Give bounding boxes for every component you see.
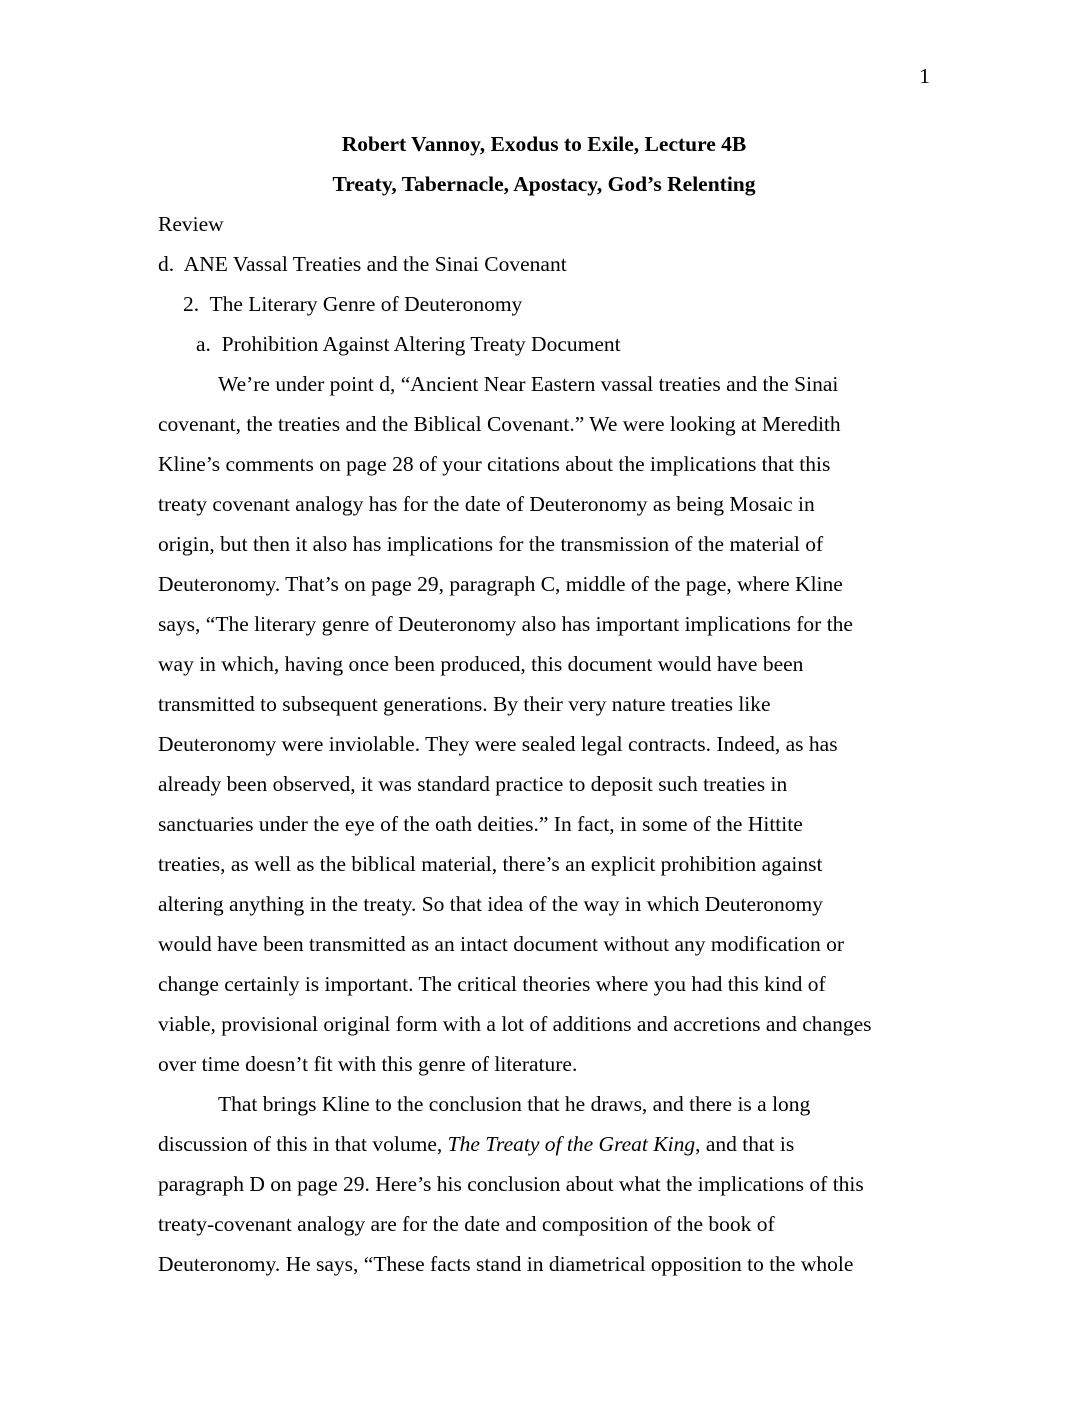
- body-line: transmitted to subsequent generations. By their very nature treaties like: [158, 692, 771, 716]
- outline-line: 2. The Literary Genre of Deuteronomy: [183, 292, 523, 316]
- outline-line: Review: [158, 212, 224, 236]
- body-line: sanctuaries under the eye of the oath deities.” In fact, in some of the Hittite: [158, 812, 803, 836]
- body-line: covenant, the treaties and the Biblical Covenant.” We were looking at Meredith: [158, 412, 841, 436]
- body-line: treaty covenant analogy has for the date of Deuteronomy as being Mosaic in: [158, 492, 815, 516]
- body-line: change certainly is important. The critical theories where you had this kind of: [158, 972, 826, 996]
- title-block: [158, 124, 930, 204]
- body-line: already been observed, it was standard practice to deposit such treaties in: [158, 772, 788, 796]
- doc-title-line-2: Treaty, Tabernacle, Apostacy, God’s Relenting: [332, 172, 756, 196]
- body-line: origin, but then it also has implications for the transmission of the material of: [158, 532, 824, 556]
- body-text: [158, 364, 930, 1284]
- body-line: Deuteronomy. That’s on page 29, paragraph C, middle of the page, where Kline: [158, 572, 843, 596]
- outline-section: [158, 204, 930, 364]
- body-line: Deuteronomy were inviolable. They were sealed legal contracts. Indeed, as has: [158, 732, 838, 756]
- body-text-segment: discussion of this in that volume,: [158, 1132, 448, 1156]
- body-line: That brings Kline to the conclusion that he draws, and there is a long: [218, 1092, 811, 1116]
- body-line: altering anything in the treaty. So that idea of the way in which Deuteronomy: [158, 892, 823, 916]
- page-content: [158, 124, 930, 1284]
- doc-title-line-1: Robert Vannoy, Exodus to Exile, Lecture 4B: [341, 132, 747, 156]
- body-line: [158, 1124, 930, 1164]
- body-line: would have been transmitted as an intact document without any modification or: [158, 932, 845, 956]
- body-line: treaties, as well as the biblical material, there’s an explicit prohibition against: [158, 852, 823, 876]
- page-number: 1: [919, 64, 930, 88]
- body-line: viable, provisional original form with a lot of additions and accretions and changes: [158, 1012, 872, 1036]
- body-line: treaty-covenant analogy are for the date and composition of the book of: [158, 1212, 775, 1236]
- body-line: over time doesn’t fit with this genre of literature.: [158, 1052, 578, 1076]
- body-line: way in which, having once been produced, this document would have been: [158, 652, 804, 676]
- body-line: says, “The literary genre of Deuteronomy also has important implications for the: [158, 612, 853, 636]
- outline-line: d. ANE Vassal Treaties and the Sinai Covenant: [158, 252, 567, 276]
- body-line: We’re under point d, “Ancient Near Eastern vassal treaties and the Sinai: [218, 372, 839, 396]
- body-line: paragraph D on page 29. Here’s his conclusion about what the implications of this: [158, 1172, 864, 1196]
- body-text-segment: , and that is: [695, 1132, 795, 1156]
- book-title-italic: The Treaty of the Great King: [447, 1132, 696, 1156]
- body-line: Deuteronomy. He says, “These facts stand in diametrical opposition to the whole: [158, 1252, 854, 1276]
- outline-line: a. Prohibition Against Altering Treaty Document: [196, 332, 621, 356]
- body-line: Kline’s comments on page 28 of your citations about the implications that this: [158, 452, 831, 476]
